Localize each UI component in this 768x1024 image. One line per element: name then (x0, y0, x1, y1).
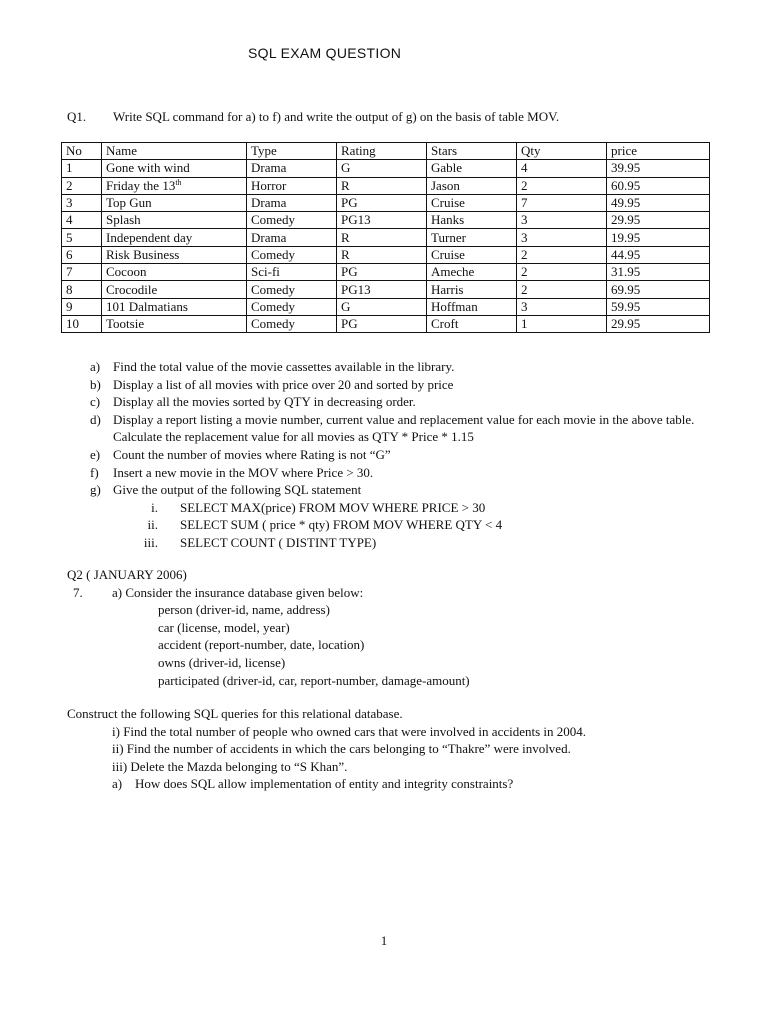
table-cell: R (337, 177, 427, 194)
item-marker: b) (90, 376, 101, 392)
table-cell: R (337, 229, 427, 246)
item-marker: a) (90, 359, 101, 374)
table-cell: 2 (517, 246, 607, 263)
table-cell: 3 (62, 194, 102, 211)
table-cell: 2 (62, 177, 102, 194)
table-cell: 5 (62, 229, 102, 246)
header-cell: Rating (337, 143, 427, 160)
sub-marker: iii. (143, 534, 158, 550)
table-cell: 3 (517, 229, 607, 246)
table-cell: Harris (427, 281, 517, 298)
question-text: Write SQL command for a) to f) and write the output of g) on the basis of table MOV. (113, 109, 560, 124)
question-number: 7. (73, 584, 83, 600)
table-cell: 7 (517, 194, 607, 211)
table-cell: Cruise (427, 246, 517, 263)
table-cell: 10 (62, 315, 102, 332)
table-cell: Drama (247, 194, 337, 211)
table-cell: Gone with wind (102, 160, 247, 177)
table-cell: PG13 (337, 212, 427, 229)
table-cell: Hanks (427, 212, 517, 229)
table-row (62, 298, 710, 315)
table-cell: 2 (517, 281, 607, 298)
table-cell: 3 (517, 212, 607, 229)
header-cell: price (607, 143, 710, 160)
page-number: 1 (380, 933, 388, 948)
list-item (90, 393, 710, 411)
question-2-heading: Q2 ( JANUARY 2006) (67, 567, 187, 582)
item-marker: a) (112, 776, 123, 792)
movie-name: Friday the 13 (106, 177, 176, 193)
table-row (62, 194, 710, 211)
query-list (67, 723, 617, 776)
table-cell: Crocodile (102, 281, 247, 298)
header-cell: Type (247, 143, 337, 160)
sql-statement (112, 516, 710, 534)
schema-item: accident (report-number, date, location) (158, 637, 365, 653)
query-item: ii) Find the number of accidents in which the cars belonging to “Thakre” were involved. (112, 741, 571, 757)
item-text: Display a report listing a movie number, current value and replacement value for each movie in the above table. Calculate the replacement value for all movies as QTY * Price * 1.15 (113, 411, 695, 445)
header-cell: Name (102, 143, 247, 160)
table-cell: Splash (102, 212, 247, 229)
table-cell: Gable (427, 160, 517, 177)
table-cell: R (337, 246, 427, 263)
table-cell: Comedy (247, 315, 337, 332)
schema-list (67, 601, 707, 689)
item-text: Find the total value of the movie cassettes available in the library. (113, 359, 455, 374)
table-cell: G (337, 298, 427, 315)
table-cell: Top Gun (102, 194, 247, 211)
table-row (62, 160, 710, 177)
item-text: How does SQL allow implementation of entity and integrity constraints? (135, 776, 514, 792)
question-2 (67, 566, 707, 689)
sql-text: SELECT COUNT ( DISTINT TYPE) (180, 534, 377, 550)
table-cell: 1 (62, 160, 102, 177)
table-row (62, 281, 710, 298)
table-cell: Risk Business (102, 246, 247, 263)
item-marker: c) (90, 394, 101, 410)
query-item: iii) Delete the Mazda belonging to “S Khan”. (112, 758, 348, 774)
schema-item: person (driver-id, name, address) (158, 602, 330, 618)
table-cell: Horror (247, 177, 337, 194)
list-item (90, 481, 710, 499)
table-cell: 44.95 (607, 246, 710, 263)
intro-text: a) Consider the insurance database given below: (112, 584, 364, 600)
table-cell: 7 (62, 264, 102, 281)
item-marker: f) (90, 464, 99, 480)
table-cell: 49.95 (607, 194, 710, 211)
table-cell: Comedy (247, 281, 337, 298)
schema-item: owns (driver-id, license) (158, 654, 286, 670)
item-marker: g) (90, 482, 101, 498)
table-cell: 59.95 (607, 298, 710, 315)
table-cell: 4 (517, 160, 607, 177)
sql-text: SELECT MAX(price) FROM MOV WHERE PRICE > 30 (180, 499, 486, 515)
list-item (67, 775, 707, 793)
item-marker: d) (90, 411, 101, 427)
header-cell: Stars (427, 143, 517, 160)
section-intro: Construct the following SQL queries for this relational database. (67, 706, 403, 721)
table-row (62, 264, 710, 281)
table-cell: PG (337, 315, 427, 332)
table-cell: G (337, 160, 427, 177)
table-cell: 39.95 (607, 160, 710, 177)
table-cell: 31.95 (607, 264, 710, 281)
list-item (90, 358, 710, 376)
table-cell: Cruise (427, 194, 517, 211)
list-item (90, 411, 710, 446)
question-1-prompt (67, 108, 559, 126)
table-row (62, 315, 710, 332)
table-row (62, 177, 710, 194)
table-cell: Independent day (102, 229, 247, 246)
item-text: Give the output of the following SQL statement (113, 482, 362, 498)
table-cell: Drama (247, 160, 337, 177)
header-cell: Qty (517, 143, 607, 160)
schema-item: car (license, model, year) (158, 619, 290, 635)
question-2-intro (67, 584, 707, 602)
table-cell: Cocoon (102, 264, 247, 281)
table-cell: Comedy (247, 298, 337, 315)
mov-table (61, 142, 710, 333)
table-cell: 1 (517, 315, 607, 332)
table-cell (102, 177, 247, 194)
table-cell: 19.95 (607, 229, 710, 246)
list-item (90, 446, 710, 464)
table-cell: 29.95 (607, 212, 710, 229)
table-cell: PG (337, 264, 427, 281)
table-cell: Comedy (247, 246, 337, 263)
schema-item: participated (driver-id, car, report-number, damage-amount) (158, 672, 470, 688)
table-cell: 29.95 (607, 315, 710, 332)
item-marker: e) (90, 446, 101, 462)
table-cell: 3 (517, 298, 607, 315)
header-cell: No (62, 143, 102, 160)
table-cell: Jason (427, 177, 517, 194)
item-text: Insert a new movie in the MOV where Price > 30. (113, 464, 374, 480)
table-cell: Drama (247, 229, 337, 246)
sql-statement (112, 534, 710, 552)
table-cell: 2 (517, 177, 607, 194)
sql-statement (112, 499, 710, 517)
query-item: i) Find the total number of people who owned cars that were involved in accidents in 2004. (112, 723, 587, 739)
table-cell: PG (337, 194, 427, 211)
table-cell: 4 (62, 212, 102, 229)
sub-marker: ii. (147, 517, 158, 533)
table-row (62, 246, 710, 263)
question-1-items (90, 358, 710, 552)
item-text: Display a list of all movies with price over 20 and sorted by price (113, 376, 454, 392)
item-text: Count the number of movies where Rating is not “G” (113, 446, 391, 462)
table-cell: 69.95 (607, 281, 710, 298)
table-cell: Sci-fi (247, 264, 337, 281)
table-cell: PG13 (337, 281, 427, 298)
list-item (90, 376, 710, 394)
table-cell: Turner (427, 229, 517, 246)
sql-statement-list (90, 499, 710, 552)
table-cell: 60.95 (607, 177, 710, 194)
table-row (62, 212, 710, 229)
table-cell: Tootsie (102, 315, 247, 332)
table-cell: 8 (62, 281, 102, 298)
table-cell: Comedy (247, 212, 337, 229)
sub-marker: i. (151, 499, 158, 515)
table-cell: 9 (62, 298, 102, 315)
sql-queries-section (67, 705, 707, 793)
table-cell: Ameche (427, 264, 517, 281)
table-header-row (62, 143, 710, 160)
table-cell: Croft (427, 315, 517, 332)
table-row (62, 229, 710, 246)
item-text: Display all the movies sorted by QTY in decreasing order. (113, 394, 416, 410)
list-item (90, 464, 710, 482)
question-number: Q1. (67, 109, 87, 124)
table-cell: 101 Dalmatians (102, 298, 247, 315)
table-cell: 2 (517, 264, 607, 281)
sql-text: SELECT SUM ( price * qty) FROM MOV WHERE QTY < 4 (180, 517, 503, 533)
table-cell: 6 (62, 246, 102, 263)
superscript: th (175, 177, 182, 187)
table-cell: Hoffman (427, 298, 517, 315)
document-title: SQL EXAM QUESTION (248, 45, 402, 61)
